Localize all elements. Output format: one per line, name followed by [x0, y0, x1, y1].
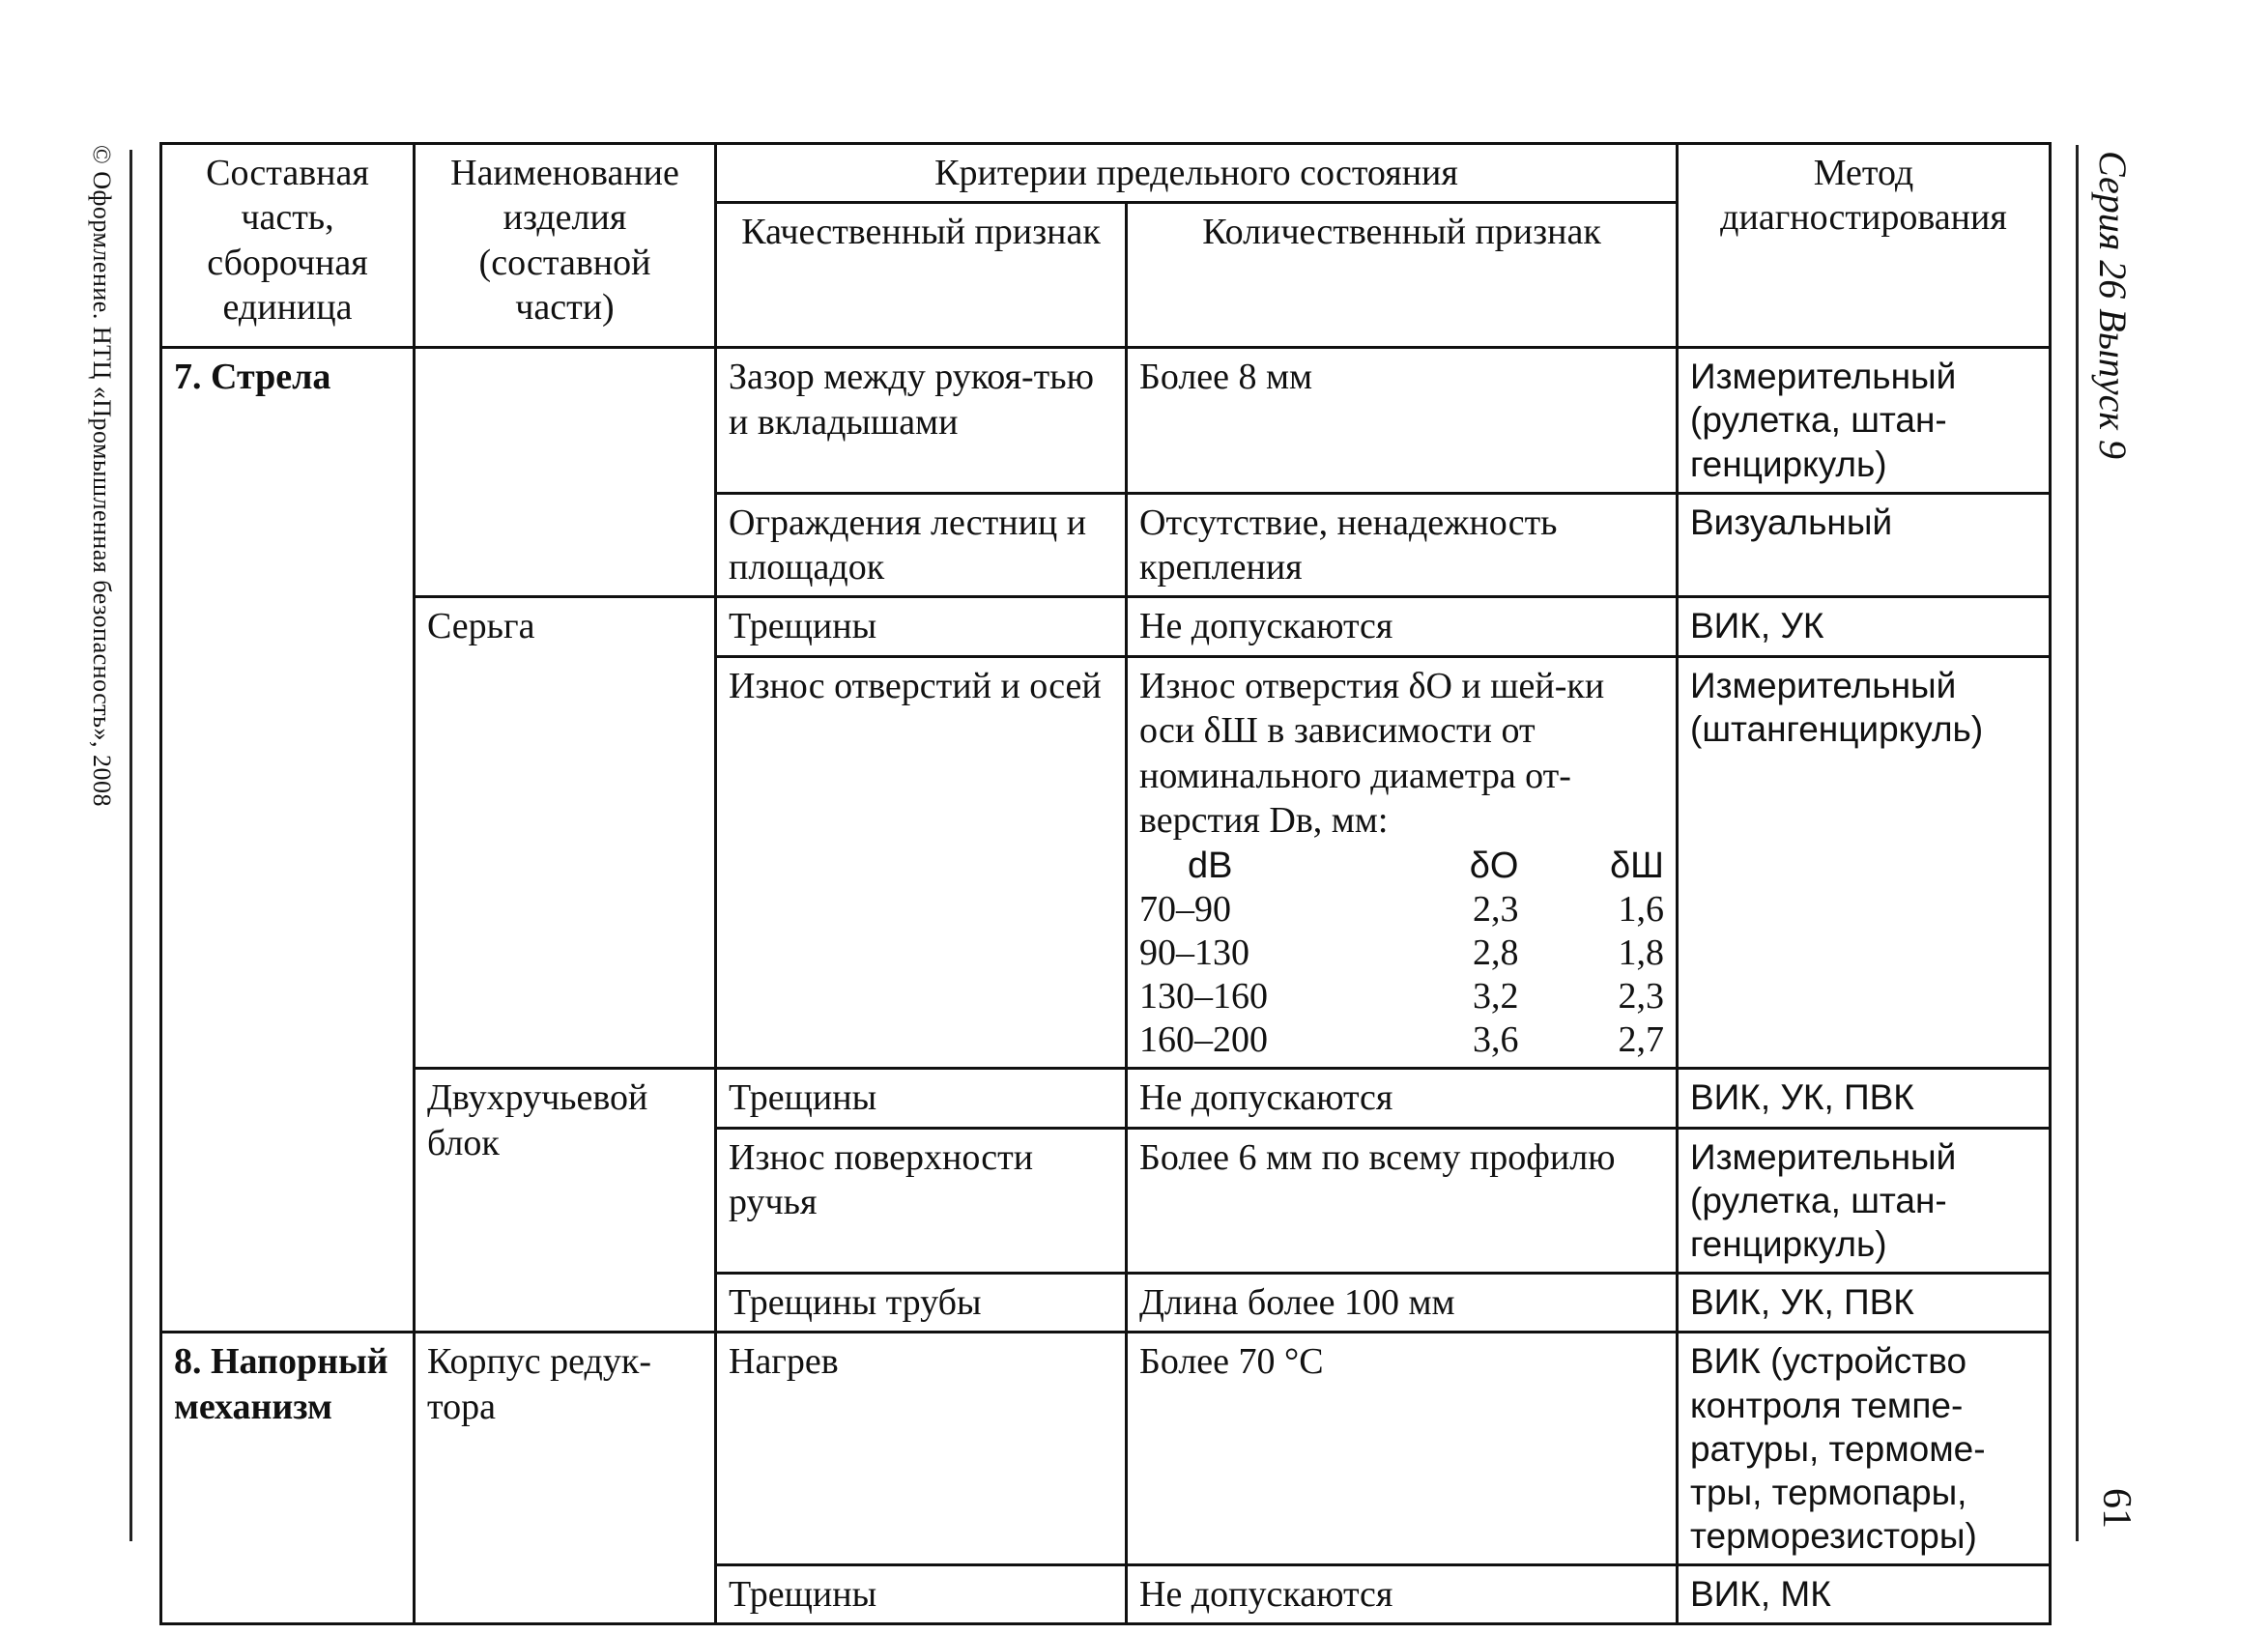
- wear-description: Износ отверстия δО и шей-ки оси δШ в зависимости от номинального диаметра от-верстия Dв, мм:: [1139, 665, 1605, 841]
- wear-diameter: 90–130: [1139, 932, 1249, 973]
- series-header: Серия 26 Выпуск 9: [2091, 151, 2135, 460]
- wear-header-axle: δШ: [1610, 846, 1664, 887]
- right-margin-rule: [2076, 145, 2079, 1541]
- qualitative-cell: Трещины: [716, 597, 1127, 656]
- item-cell: Двухручьевой блок: [415, 1069, 716, 1333]
- quantitative-cell: Более 70 °С: [1127, 1333, 1678, 1565]
- quantitative-cell: Отсутствие, ненадежность крепления: [1127, 493, 1678, 597]
- wear-hole: 2,8: [1472, 932, 1519, 973]
- method-cell: ВИК, УК: [1678, 597, 2051, 656]
- qualitative-cell: Износ поверхности ручья: [716, 1128, 1127, 1273]
- page-number: 61: [2094, 1488, 2139, 1529]
- copyright-note: © Оформление. НТЦ «Промышленная безопасность», 2008: [88, 145, 116, 807]
- wear-diameter: 160–200: [1139, 1018, 1268, 1060]
- wear-row: [1139, 1018, 1664, 1062]
- header-method: Метод диагностирования: [1678, 144, 2051, 348]
- quantitative-cell: Длина более 100 мм: [1127, 1274, 1678, 1333]
- wear-axle: 2,3: [1618, 975, 1664, 1017]
- wear-diameter: 130–160: [1139, 975, 1268, 1017]
- quantitative-cell: Не допускаются: [1127, 1565, 1678, 1624]
- quantitative-cell: Более 8 мм: [1127, 348, 1678, 493]
- unit-cell: 8. Напорный механизм: [161, 1333, 415, 1624]
- wear-axle: 1,6: [1618, 889, 1664, 931]
- quantitative-cell: Более 6 мм по всему профилю: [1127, 1128, 1678, 1273]
- header-qualitative: Качественный признак: [716, 203, 1127, 348]
- header-item: Наименование изделия (составной части): [415, 144, 716, 348]
- qualitative-cell: Ограждения лестниц и площадок: [716, 493, 1127, 597]
- wear-header-diameter: dВ: [1188, 846, 1233, 887]
- qualitative-cell: Трещины: [716, 1069, 1127, 1128]
- table-row: [161, 348, 2051, 493]
- wear-hole: 3,6: [1472, 1018, 1519, 1060]
- wear-hole: 3,2: [1472, 975, 1519, 1017]
- item-cell: Корпус редук-тора: [415, 1333, 716, 1624]
- qualitative-cell: Нагрев: [716, 1333, 1127, 1565]
- table-row: [161, 1333, 2051, 1565]
- table-row: [161, 597, 2051, 656]
- method-cell: ВИК (устройство контроля темпе-ратуры, термоме-тры, термопары, терморезисторы): [1678, 1333, 2051, 1565]
- qualitative-cell: Износ отверстий и осей: [716, 656, 1127, 1069]
- wear-header-hole: δО: [1469, 846, 1519, 887]
- wear-axle: 1,8: [1618, 932, 1664, 973]
- left-margin-rule: [129, 150, 132, 1541]
- method-cell: Измерительный (штангенциркуль): [1678, 656, 2051, 1069]
- method-cell: ВИК, УК, ПВК: [1678, 1274, 2051, 1333]
- wear-axle: 2,7: [1618, 1018, 1664, 1060]
- header-criteria: Критерии предельного состояния: [716, 144, 1678, 203]
- method-cell: Измерительный (рулетка, штан-генциркуль): [1678, 1128, 2051, 1273]
- wear-hole: 2,3: [1472, 889, 1519, 931]
- item-cell: Серьга: [415, 597, 716, 1069]
- quantitative-cell: Не допускаются: [1127, 1069, 1678, 1128]
- method-cell: Визуальный: [1678, 493, 2051, 597]
- wear-row: [1139, 932, 1664, 975]
- method-cell: ВИК, УК, ПВК: [1678, 1069, 2051, 1128]
- wear-diameter: 70–90: [1139, 889, 1231, 931]
- unit-cell: 7. Стрела: [161, 348, 415, 1333]
- item-cell: [415, 348, 716, 597]
- header-quantitative: Количественный признак: [1127, 203, 1678, 348]
- qualitative-cell: Трещины: [716, 1565, 1127, 1624]
- method-cell: Измерительный (рулетка, штан-генциркуль): [1678, 348, 2051, 493]
- qualitative-cell: Зазор между рукоя-тью и вкладышами: [716, 348, 1127, 493]
- wear-row: [1139, 975, 1664, 1018]
- qualitative-cell: Трещины трубы: [716, 1274, 1127, 1333]
- wear-row: [1139, 888, 1664, 932]
- diagnostics-table: [159, 142, 2052, 1625]
- quantitative-cell: [1127, 656, 1678, 1069]
- quantitative-cell: Не допускаются: [1127, 597, 1678, 656]
- method-cell: ВИК, МК: [1678, 1565, 2051, 1624]
- table-row: [161, 1069, 2051, 1128]
- wear-subtable: [1139, 845, 1664, 1061]
- header-unit: Составная часть, сборочная единица: [161, 144, 415, 348]
